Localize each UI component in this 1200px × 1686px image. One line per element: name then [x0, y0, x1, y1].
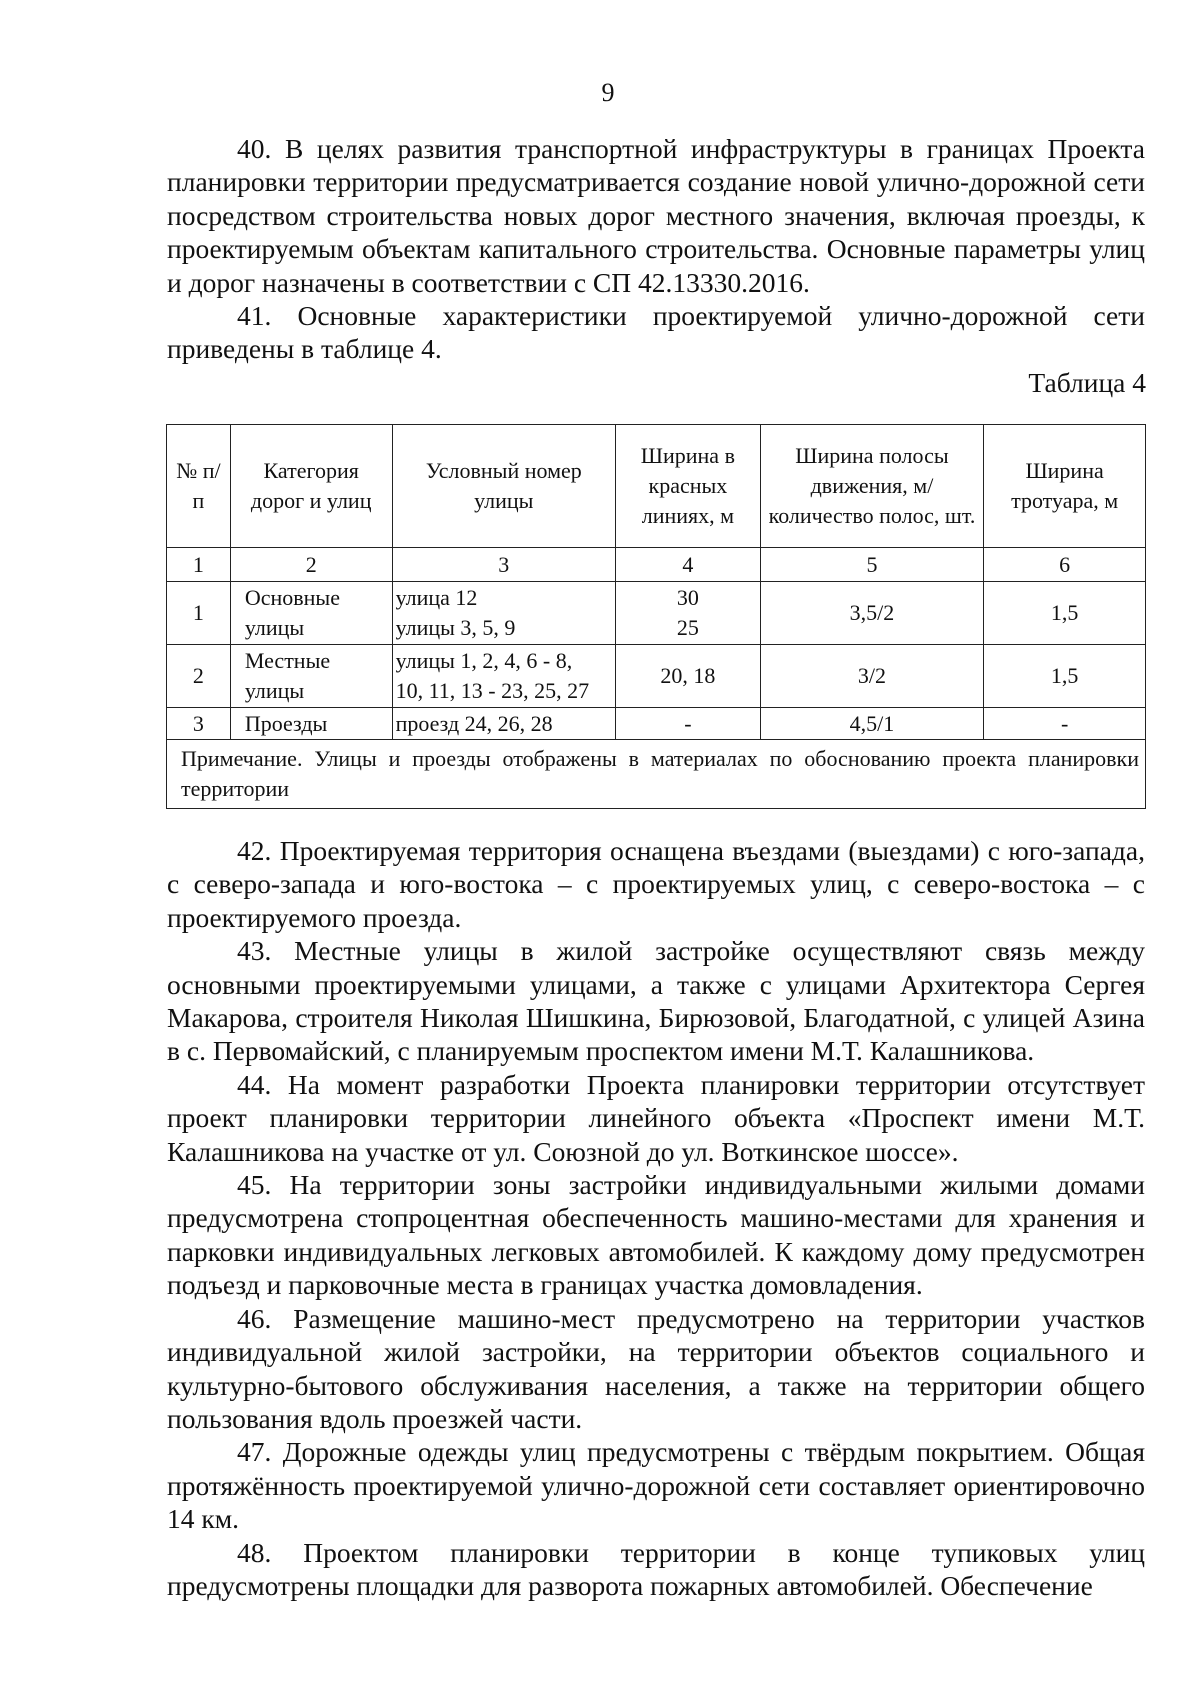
column-number: 4 — [616, 548, 761, 582]
column-number: 3 — [392, 548, 615, 582]
table-row — [167, 582, 1146, 645]
paragraph-45: 45. На территории зоны застройки индивидуальными жилыми домами предусмотрена стопроцентная обеспеченность машино-местами для хранения и парковки индивидуальных легковых автомобилей. К каждому дому предусмотрен подъезд и парковочные места в границах участка домовладения. — [167, 1169, 1145, 1301]
row-sidewalk: 1,5 — [984, 645, 1146, 708]
row-sidewalk: - — [984, 708, 1146, 740]
column-number-row — [167, 548, 1146, 582]
table-note: Примечание. Улицы и проезды отображены в материалах по обоснованию проекта планировки территории — [167, 740, 1146, 809]
paragraphs-top — [167, 132, 1145, 366]
paragraph-47: 47. Дорожные одежды улиц предусмотрены с твёрдым покрытием. Общая протяжённость проектируемой улично-дорожной сети составляет ориентировочно 14 км. — [167, 1436, 1145, 1535]
row-category: Проезды — [230, 708, 392, 740]
header-sidewalk-width: Ширина тротуара, м — [984, 425, 1146, 548]
paragraph-42: 42. Проектируемая территория оснащена въездами (выездами) с юго-запада, с северо-запада и юго-востока – с проектируемых улиц, с северо-востока – с проектируемого проезда. — [167, 835, 1145, 933]
row-num: 1 — [167, 582, 231, 645]
row-streets: проезд 24, 26, 28 — [392, 708, 615, 740]
row-lane: 4,5/1 — [760, 708, 983, 740]
table-row — [167, 645, 1146, 708]
row-num: 2 — [167, 645, 231, 708]
street-line: 10, 11, 13 - 23, 25, 27 — [395, 678, 590, 703]
header-category: Категория дорог и улиц — [230, 425, 392, 548]
column-number: 1 — [167, 548, 231, 582]
row-red-line-width — [616, 582, 761, 645]
table-note-row — [167, 740, 1146, 809]
paragraphs-bottom — [167, 834, 1145, 1602]
header-red-line-width: Ширина в красных линиях, м — [616, 425, 761, 548]
table-header-row — [167, 425, 1146, 548]
row-category: Местные улицы — [230, 645, 392, 708]
table-caption: Таблица 4 — [1028, 367, 1146, 398]
width-line: 30 — [676, 585, 699, 610]
paragraph-41: 41. Основные характеристики проектируемой улично-дорожной сети приведены в таблице 4. — [167, 300, 1145, 365]
row-red-line-width: 20, 18 — [616, 645, 761, 708]
row-num: 3 — [167, 708, 231, 740]
header-num: № п/п — [167, 425, 231, 548]
street-line: улица 12 — [395, 585, 478, 610]
page-number: 9 — [601, 78, 615, 107]
table-row — [167, 708, 1146, 740]
row-lane: 3,5/2 — [760, 582, 983, 645]
row-red-line-width: - — [616, 708, 761, 740]
street-line: улицы 3, 5, 9 — [395, 615, 516, 640]
row-sidewalk: 1,5 — [984, 582, 1146, 645]
header-street-number: Условный номер улицы — [392, 425, 615, 548]
row-category: Основные улицы — [230, 582, 392, 645]
column-number: 6 — [984, 548, 1146, 582]
row-streets — [392, 582, 615, 645]
paragraph-43: 43. Местные улицы в жилой застройке осуществляют связь между основными проектируемыми улицами, а также с улицами Архитектора Сергея Макарова, строителя Николая Шишкина, Бирюзовой, Благодатной, с улицей Азина в с. Первомайский, с планируемым проспектом имени М.Т. Калашникова. — [167, 935, 1145, 1067]
row-lane: 3/2 — [760, 645, 983, 708]
column-number: 2 — [230, 548, 392, 582]
street-line: улицы 1, 2, 4, 6 - 8, — [395, 648, 573, 673]
width-line: 25 — [676, 615, 699, 640]
roads-table — [166, 424, 1146, 809]
column-number: 5 — [760, 548, 983, 582]
paragraph-48: 48. Проектом планировки территории в конце тупиковых улиц предусмотрены площадки для разворота пожарных автомобилей. Обеспечение — [167, 1536, 1145, 1601]
paragraph-40: 40. В целях развития транспортной инфраструктуры в границах Проекта планировки территории предусматривается создание новой улично-дорожной сети посредством строительства новых дорог местного значения, включая проезды, к проектируемым объектам капитального строительства. Основные параметры улиц и дорог назначены в соответствии с СП 42.13330.2016. — [167, 133, 1145, 298]
paragraph-46: 46. Размещение машино-мест предусмотрено на территории участков индивидуальной жилой застройки, на территории объектов социального и культурно-бытового обслуживания населения, а также на территории общего пользования вдоль проезжей части. — [167, 1302, 1145, 1434]
row-streets — [392, 645, 615, 708]
header-lane-width: Ширина полосы движения, м/ количество полос, шт. — [760, 425, 983, 548]
paragraph-44: 44. На момент разработки Проекта планировки территории отсутствует проект планировки территории линейного объекта «Проспект имени М.Т. Калашникова на участке от ул. Союзной до ул. Воткинское шоссе». — [167, 1068, 1145, 1167]
